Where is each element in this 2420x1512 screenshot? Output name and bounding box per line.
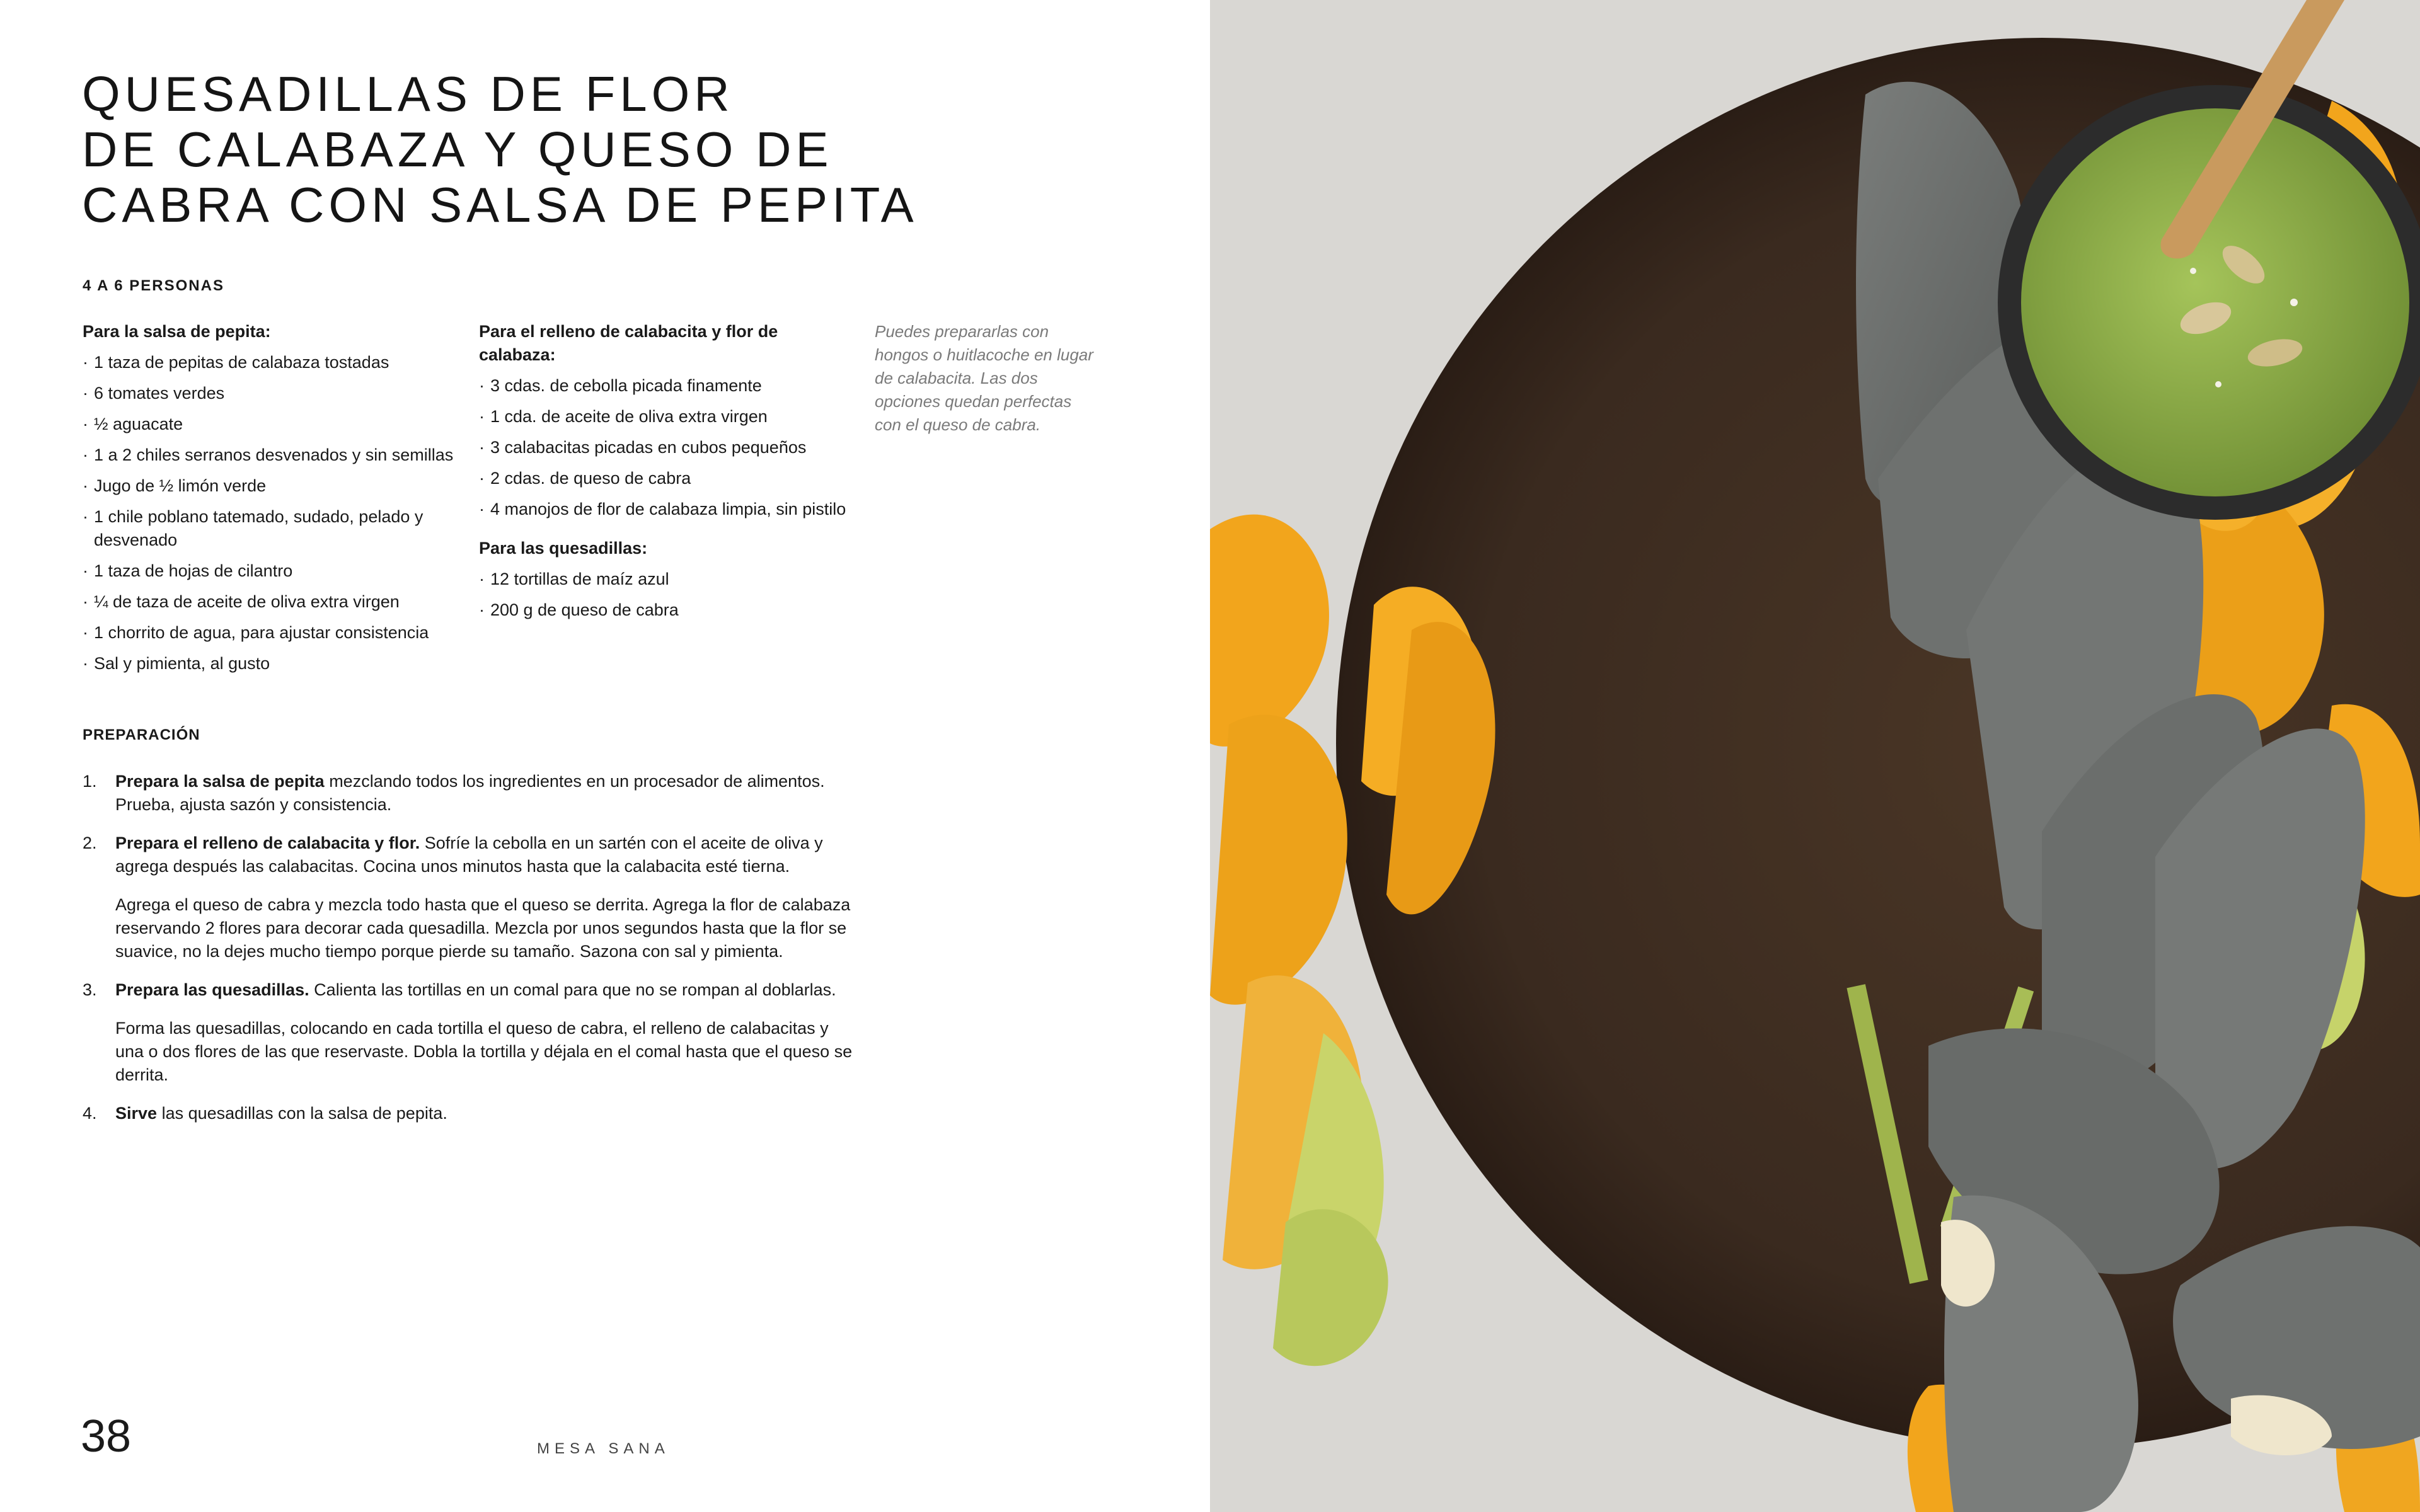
ingredient-item: · 200 g de queso de cabra	[479, 598, 857, 622]
step-number: 3.	[83, 980, 97, 999]
ingredient-group-quesadillas	[479, 537, 857, 622]
ingredient-item: · Sal y pimienta, al gusto	[83, 652, 461, 675]
step-number: 2.	[83, 833, 97, 852]
step-extra: Agrega el queso de cabra y mezcla todo hasta que el queso se derrita. Agrega la flor de calabaza reservando 2 flores para decorar cada quesadilla. Mezcla por unos segundos hasta que la flor se suavice, no la dejes mucho tiempo porque pierde su tamaño. Sazona con sal y pimienta.	[115, 895, 851, 961]
ingredient-item: · 4 manojos de flor de calabaza limpia, sin pistilo	[479, 498, 857, 521]
servings-label: 4 A 6 PERSONAS	[83, 277, 224, 294]
step-lead: Sirve	[115, 1104, 158, 1123]
step-text	[115, 832, 858, 878]
ingredient-item: · 3 cdas. de cebolla picada finamente	[479, 374, 857, 398]
side-note: Puedes prepararlas con hongos o huitlacoche en lugar de calabacita. Las dos opciones quedan perfectas con el queso de cabra.	[875, 322, 1093, 434]
ingredient-item: · 3 calabacitas picadas en cubos pequeños	[479, 436, 857, 459]
ingredient-group-heading: Para la salsa de pepita:	[83, 322, 271, 341]
step-body: mezclando todos los ingredientes en un procesador de alimentos. Prueba, ajusta sazón y consistencia.	[115, 772, 825, 814]
ingredient-item: · 2 cdas. de queso de cabra	[479, 467, 857, 490]
recipe-title	[82, 66, 918, 232]
ingredient-item: · ½ aguacate	[83, 413, 461, 436]
step-item	[83, 770, 858, 816]
preparation-heading: PREPARACIÓN	[83, 726, 200, 743]
title-line: QUESADILLAS DE FLOR	[82, 66, 734, 122]
ingredient-item: · 1 chorrito de agua, para ajustar consistencia	[83, 621, 461, 644]
step-number: 4.	[83, 1104, 97, 1123]
ingredient-group-salsa	[83, 320, 461, 675]
step-body: las quesadillas con la salsa de pepita.	[157, 1104, 447, 1123]
ingredient-item: · 1 taza de pepitas de calabaza tostadas	[83, 351, 461, 374]
title-line: CABRA CON SALSA DE PEPITA	[82, 177, 918, 232]
ingredients-column-filling	[479, 320, 857, 629]
ingredient-item: · 6 tomates verdes	[83, 382, 461, 405]
step-lead: Prepara el relleno de calabacita y flor.	[115, 833, 420, 852]
step-extra: Forma las quesadillas, colocando en cada tortilla el queso de cabra, el relleno de calabacitas y una o dos flores de las que reservaste. Dobla la tortilla y déjala en el comal hasta que el queso se derrita.	[115, 1019, 853, 1084]
step-body: Sofríe la cebolla en un sartén con el aceite de oliva y agrega después las calabacitas. Cocina unos minutos hasta que la calabacita esté tierna.	[115, 833, 823, 876]
step-item	[83, 978, 858, 1087]
ingredient-list	[479, 568, 857, 622]
ingredient-item: · Jugo de ½ limón verde	[83, 474, 461, 498]
food-photo	[1210, 0, 2420, 1512]
step-text	[115, 1102, 858, 1125]
page-number: 38	[81, 1411, 132, 1462]
ingredient-group-heading: Para el relleno de calabacita y flor de calabaza:	[479, 322, 778, 364]
step-text	[115, 978, 858, 1002]
preparation-steps	[83, 770, 858, 1140]
ingredient-item: · 1 cda. de aceite de oliva extra virgen	[479, 405, 857, 428]
step-item	[83, 832, 858, 963]
step-lead: Prepara las quesadillas.	[115, 980, 309, 999]
ingredient-list	[83, 351, 461, 675]
ingredient-item: · ¼ de taza de aceite de oliva extra virgen	[83, 590, 461, 614]
ingredients-column-salsa	[83, 320, 461, 683]
ingredient-item: · 1 chile poblano tatemado, sudado, pelado y desvenado	[83, 505, 461, 552]
title-line: DE CALABAZA Y QUESO DE	[82, 122, 833, 177]
ingredient-item: · 1 a 2 chiles serranos desvenados y sin semillas	[83, 444, 461, 467]
footer-brand-logo: MESA SANA	[537, 1440, 670, 1457]
ingredient-group-relleno	[479, 320, 857, 521]
ingredient-item: · 12 tortillas de maíz azul	[479, 568, 857, 591]
step-number: 1.	[83, 772, 97, 791]
ingredient-list	[479, 374, 857, 521]
step-item	[83, 1102, 858, 1125]
step-lead: Prepara la salsa de pepita	[115, 772, 325, 791]
step-text	[115, 770, 858, 816]
step-body: Calienta las tortillas en un comal para que no se rompan al doblarlas.	[309, 980, 836, 999]
ingredient-group-heading: Para las quesadillas:	[479, 539, 648, 558]
ingredient-item: · 1 taza de hojas de cilantro	[83, 559, 461, 583]
